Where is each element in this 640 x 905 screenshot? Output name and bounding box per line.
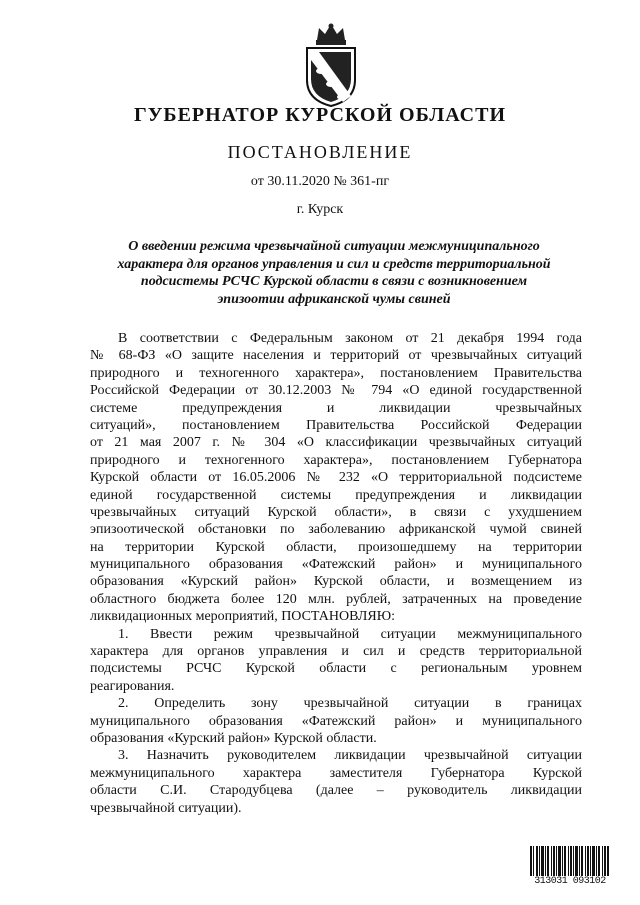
title-line: подсистемы РСЧС Курской области в связи с возникновением — [140, 274, 528, 289]
body-line: муниципального образования «Фатежский район» и муниципального — [90, 557, 582, 573]
title-line: О введении режима чрезвычайной ситуации межмуниципального — [128, 239, 540, 254]
body-line: системе предупреждения и ликвидации чрезвычайных — [90, 400, 582, 416]
body-line: природного и техногенного характера», постановлением Правительства — [90, 365, 582, 381]
body-line: Курской области от 16.05.2006 № 232 «О территориальной подсистеме — [90, 470, 582, 486]
body-line: подсистемы РСЧС Курской области с региональным уровнем — [90, 661, 582, 677]
body-line: ситуаций», постановлением Правительства Российской Федерации — [90, 417, 582, 433]
authority-heading: ГУБЕРНАТОР КУРСКОЙ ОБЛАСТИ — [133, 104, 507, 126]
body-line: природного и техногенного характера», постановлением Губернатора — [90, 452, 582, 468]
body-line: чрезвычайных ситуаций Курской области», в связи с ухудшением — [90, 504, 582, 520]
kursk-coat-of-arms-icon — [299, 22, 363, 108]
body-line: реагирования. — [90, 678, 175, 694]
document-title — [110, 238, 558, 308]
body-line: областного бюджета более 120 млн. рублей, затраченных на проведение — [90, 591, 582, 607]
body-line: от 21 мая 2007 г. № 304 «О классификации чрезвычайных ситуаций — [90, 435, 582, 451]
body-line: образования «Курский район» Курской области. — [90, 730, 377, 746]
body-line: 1. Ввести режим чрезвычайной ситуации межмуниципального — [118, 626, 582, 642]
body-line: образования «Курский район» Курской области, и возмещением из — [90, 574, 582, 590]
body-line: 3. Назначить руководителем ликвидации чрезвычайной ситуации — [118, 748, 582, 764]
body-line: эпизоотической обстановки по заболеванию африканской чумой свиней — [90, 522, 582, 538]
body-line: В соответствии с Федеральным законом от 21 декабря 1994 года — [118, 331, 582, 346]
body-line: муниципального образования «Фатежский район» и муниципального — [90, 713, 582, 729]
title-line: характера для органов управления и сил и средств территориальной — [117, 256, 551, 272]
barcode-number: 313031 093102 — [530, 876, 610, 887]
body-line: ликвидационных мероприятий, ПОСТАНОВЛЯЮ: — [90, 609, 396, 625]
body-line: 2. Определить зону чрезвычайной ситуации в границах — [118, 696, 582, 712]
body-line: Российской Федерации от 30.12.2003 № 794 «О единой государственной — [90, 383, 582, 399]
title-line: эпизоотии африканской чумы свиней — [217, 291, 451, 307]
body-line: № 68-ФЗ «О защите населения и территорий от чрезвычайных ситуаций — [90, 348, 582, 364]
body-line: единой государственной системы предупреждения и ликвидации — [90, 487, 582, 503]
body-line: характера для органов управления и сил и средств территориальной — [90, 644, 582, 660]
body-line: области С.И. Стародубцева (далее – руководитель ликвидации — [90, 783, 582, 799]
document-type: ПОСТАНОВЛЕНИЕ — [227, 142, 413, 162]
document-date-number: от 30.11.2020 № 361-пг — [250, 174, 390, 189]
document-city: г. Курск — [296, 202, 344, 217]
body-line: на территории Курской области, произошедшему на территории — [90, 539, 582, 555]
body-line: чрезвычайной ситуации). — [90, 800, 242, 816]
body-line: межмуниципального характера заместителя Губернатора Курской — [90, 765, 582, 781]
document-body — [90, 330, 582, 817]
